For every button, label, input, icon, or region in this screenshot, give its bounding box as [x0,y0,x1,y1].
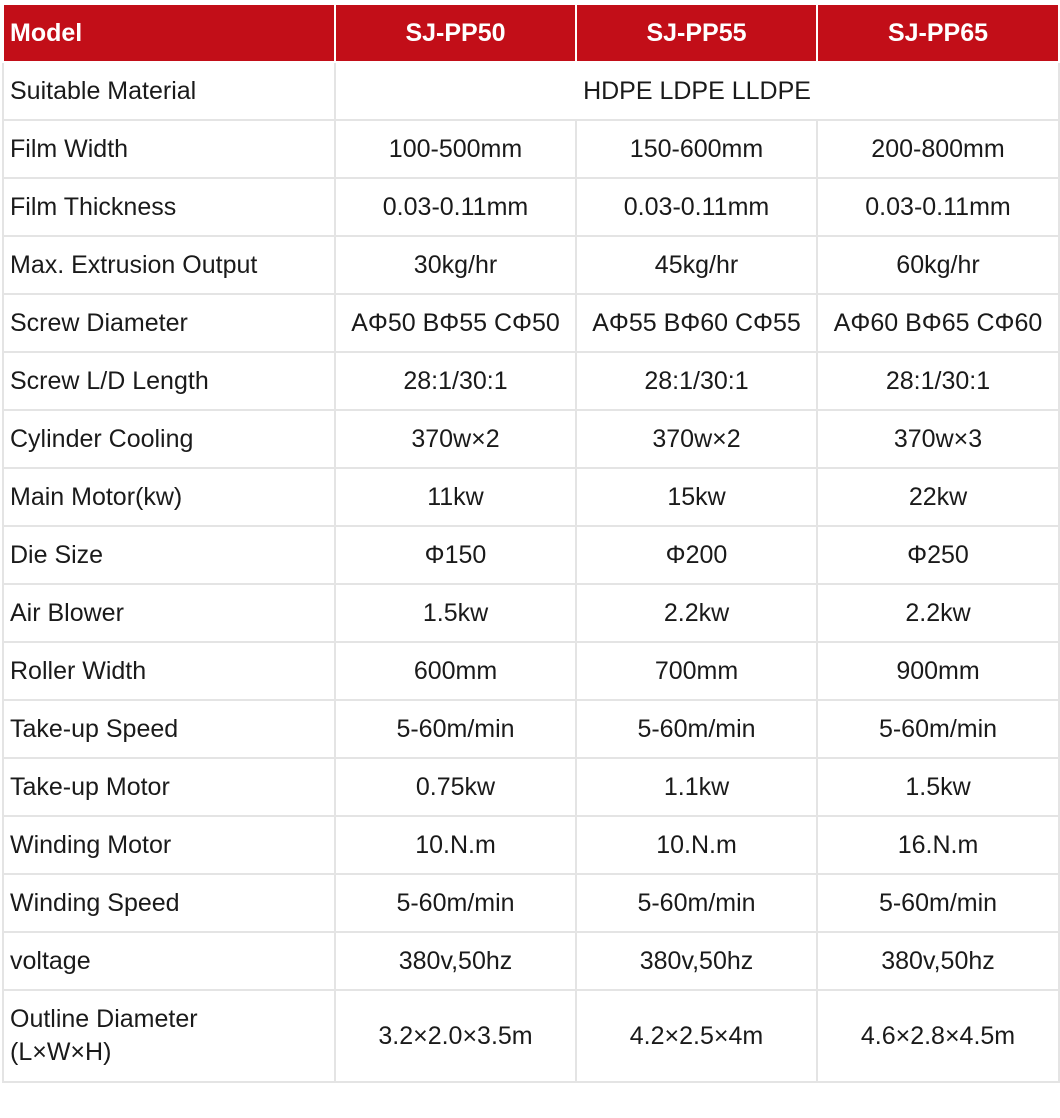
row-label [3,990,335,1082]
row-value: 28:1/30:1 [817,352,1059,410]
table-row [3,236,1059,294]
row-value: 10.N.m [576,816,817,874]
row-value: 28:1/30:1 [335,352,576,410]
table-row [3,120,1059,178]
row-value: 0.75kw [335,758,576,816]
row-value: 10.N.m [335,816,576,874]
row-value: 200-800mm [817,120,1059,178]
row-value: 28:1/30:1 [576,352,817,410]
row-value: 370w×2 [576,410,817,468]
row-label: Winding Motor [3,816,335,874]
row-value: 370w×2 [335,410,576,468]
row-value: 30kg/hr [335,236,576,294]
model-header: Model [3,4,335,62]
row-label: Take-up Motor [3,758,335,816]
row-value: 15kw [576,468,817,526]
table-row [3,642,1059,700]
row-label: voltage [3,932,335,990]
row-value: 45kg/hr [576,236,817,294]
row-value: 150-600mm [576,120,817,178]
table-row [3,700,1059,758]
table-row [3,526,1059,584]
row-label: Main Motor(kw) [3,468,335,526]
table-row [3,932,1059,990]
row-value: AΦ55 BΦ60 CΦ55 [576,294,817,352]
table-row [3,584,1059,642]
table-row [3,758,1059,816]
row-value: 60kg/hr [817,236,1059,294]
row-value: 2.2kw [576,584,817,642]
row-value: 4.2×2.5×4m [576,990,817,1082]
table-row [3,468,1059,526]
row-value: 380v,50hz [576,932,817,990]
row-value: 5-60m/min [335,874,576,932]
row-value: 900mm [817,642,1059,700]
row-label: Suitable Material [3,62,335,120]
row-label: Film Width [3,120,335,178]
row-label: Max. Extrusion Output [3,236,335,294]
row-value: 370w×3 [817,410,1059,468]
model-column-header: SJ-PP50 [335,4,576,62]
row-label: Take-up Speed [3,700,335,758]
table-row [3,410,1059,468]
table-row-outline-diameter [3,990,1059,1082]
row-value: 11kw [335,468,576,526]
row-value: 5-60m/min [335,700,576,758]
row-value: AΦ60 BΦ65 CΦ60 [817,294,1059,352]
row-label-line: (L×W×H) [10,1038,112,1066]
row-value: 22kw [817,468,1059,526]
row-value: 5-60m/min [576,874,817,932]
row-value: 0.03-0.11mm [817,178,1059,236]
header-row [3,4,1059,62]
row-value: 600mm [335,642,576,700]
row-value: 1.5kw [817,758,1059,816]
table-row-suitable-material [3,62,1059,120]
row-value: 3.2×2.0×3.5m [335,990,576,1082]
row-value: 700mm [576,642,817,700]
table-row [3,874,1059,932]
row-value: Φ150 [335,526,576,584]
row-label: Cylinder Cooling [3,410,335,468]
row-value: 5-60m/min [817,700,1059,758]
row-label-line: Outline Diameter [10,1005,198,1033]
row-value: Φ250 [817,526,1059,584]
row-label: Die Size [3,526,335,584]
row-value: 100-500mm [335,120,576,178]
table-row [3,294,1059,352]
row-value: 1.5kw [335,584,576,642]
row-value: 1.1kw [576,758,817,816]
row-label: Air Blower [3,584,335,642]
row-value: 0.03-0.11mm [335,178,576,236]
row-value: 4.6×2.8×4.5m [817,990,1059,1082]
row-label: Film Thickness [3,178,335,236]
table-row [3,352,1059,410]
table-row [3,816,1059,874]
table-row [3,178,1059,236]
row-value: 0.03-0.11mm [576,178,817,236]
row-label: Roller Width [3,642,335,700]
model-column-header: SJ-PP65 [817,4,1059,62]
row-value: 5-60m/min [576,700,817,758]
row-label: Screw L/D Length [3,352,335,410]
row-value: 16.N.m [817,816,1059,874]
row-value: 380v,50hz [335,932,576,990]
row-value: 2.2kw [817,584,1059,642]
material-value: HDPE LDPE LLDPE [335,62,1059,120]
spec-table [2,3,1060,1083]
row-value: AΦ50 BΦ55 CΦ50 [335,294,576,352]
model-column-header: SJ-PP55 [576,4,817,62]
row-label: Screw Diameter [3,294,335,352]
row-label: Winding Speed [3,874,335,932]
row-value: Φ200 [576,526,817,584]
row-value: 5-60m/min [817,874,1059,932]
row-value: 380v,50hz [817,932,1059,990]
